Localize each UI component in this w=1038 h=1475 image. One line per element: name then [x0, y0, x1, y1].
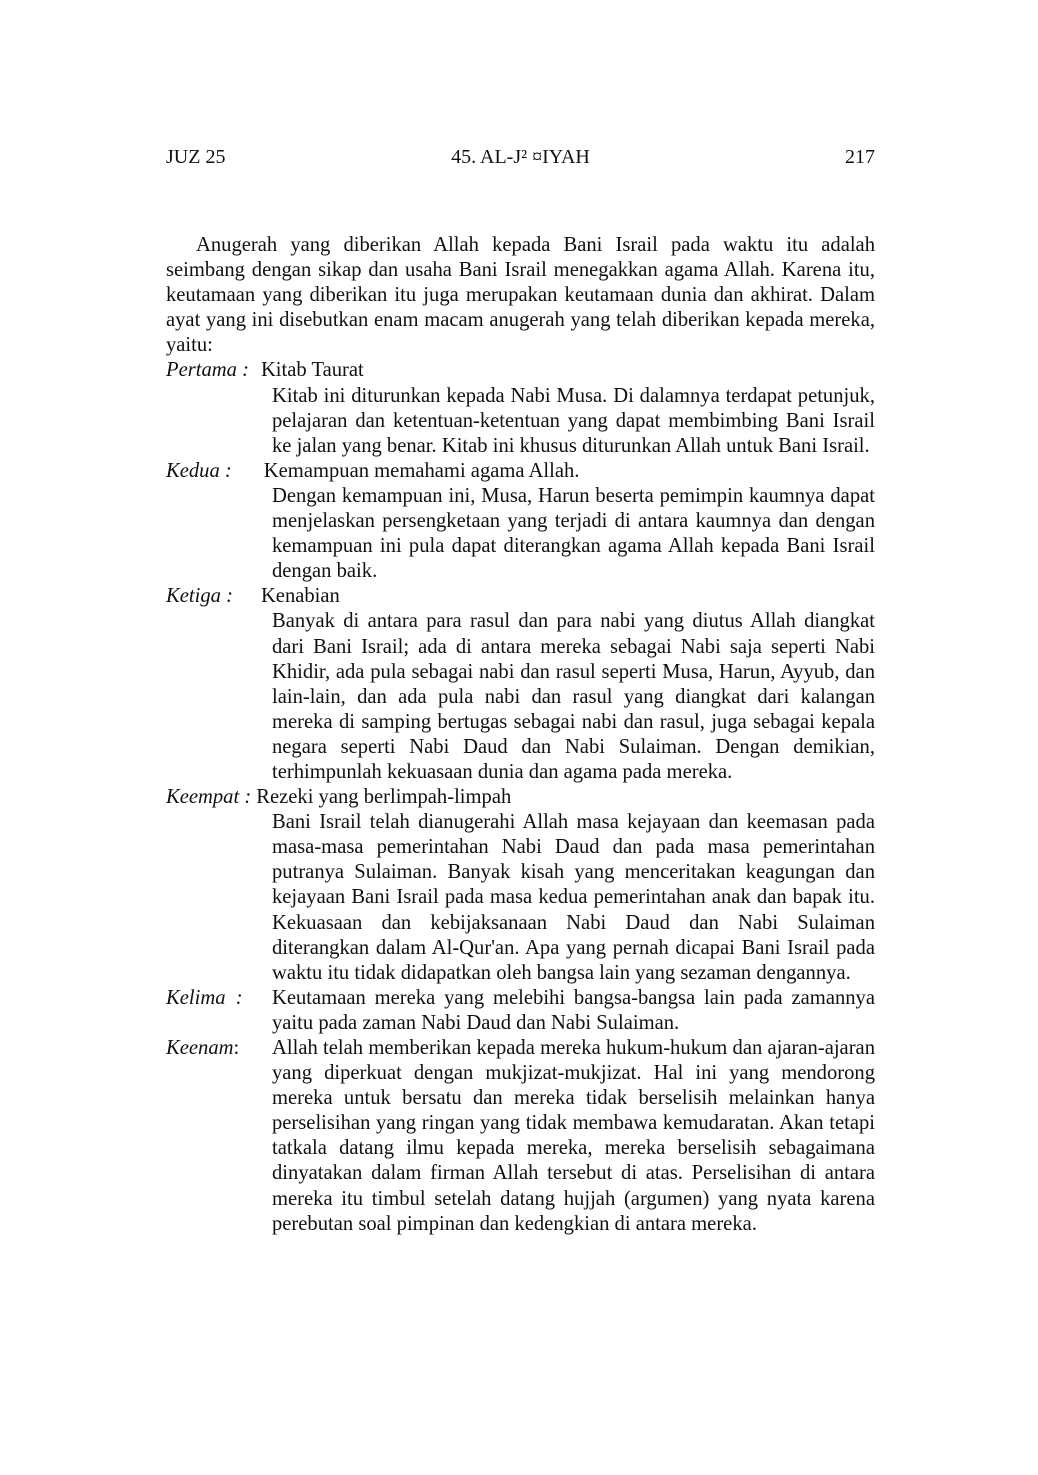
item-separator: :	[236, 359, 249, 382]
item-title: Kitab Taurat	[260, 359, 364, 382]
item-label: Ketiga	[166, 585, 221, 608]
item-label: Keempat	[166, 786, 240, 809]
item-heading	[166, 358, 875, 383]
item-heading	[166, 1036, 272, 1237]
item-description: Allah telah memberikan kepada mereka hukum-hukum dan ajaran-ajaran yang diperkuat dengan mukjizat-mukjizat. Hal ini yang mendorong mereka untuk bersatu dan mereka tidak berselisih melainkan hanya perselisihan yang ringan yang tidak membawa kemudaratan. Akan tetapi tatkala datang ilmu kepada mereka, mereka berselisih sebagaimana dinyatakan dalam firman Allah tersebut di atas. Perselisihan di antara mereka itu timbul setelah datang hujjah (argumen) yang nyata karena perebutan soal pimpinan dan kedengkian di antara mereka.	[272, 1037, 875, 1235]
juz-label: JUZ 25	[166, 146, 226, 168]
item-separator: :	[233, 1037, 240, 1059]
item-separator: :	[239, 786, 252, 809]
item-separator: :	[219, 459, 232, 482]
item-label: Pertama	[166, 359, 237, 382]
item-title: Kemampuan memahami agama Allah.	[263, 459, 580, 482]
item-heading	[166, 584, 875, 609]
item-heading	[166, 785, 875, 810]
item-heading	[166, 459, 875, 484]
page-header	[166, 146, 875, 176]
item-separator: :	[225, 986, 243, 1009]
item-pertama	[166, 358, 875, 458]
item-description: Dengan kemampuan ini, Musa, Harun beserta pemimpin kaumnya dapat menjelaskan persengketaan yang terjadi di antara kaumnya dan dengan kemampuan ini pula dapat diterangkan agama Allah kepada Bani Israil dengan baik.	[272, 484, 875, 583]
item-kedua	[166, 459, 875, 584]
item-label: Keenam	[166, 1037, 234, 1059]
intro-paragraph: Anugerah yang diberikan Allah kepada Bani Israil pada waktu itu adalah seimbang dengan sikap dan usaha Bani Israil menegakkan agama Allah. Karena itu, keutamaan yang diberikan itu juga merupakan keutamaan dunia dan akhirat. Dalam ayat yang ini disebutkan enam macam anugerah yang telah diberikan kepada mereka, yaitu:	[166, 234, 875, 357]
item-separator: :	[220, 585, 233, 608]
item-kelima	[166, 986, 875, 1036]
body-text	[166, 233, 875, 1237]
item-label: Kelima	[166, 986, 226, 1009]
item-title: Rezeki yang berlimpah-limpah	[256, 786, 512, 809]
item-ketiga	[166, 584, 875, 785]
page-number: 217	[845, 146, 875, 168]
item-heading	[166, 986, 272, 1036]
item-description: Kitab ini diturunkan kepada Nabi Musa. Di dalamnya terdapat petunjuk, pelajaran dan ketentuan-ketentuan yang dapat membimbing Bani Israil ke jalan yang benar. Kitab ini khusus diturunkan Allah untuk Bani Israil.	[272, 384, 875, 457]
item-keempat	[166, 785, 875, 986]
surah-title: 45. AL-J² ¤IYAH	[451, 146, 590, 168]
item-description: Banyak di antara para rasul dan para nabi yang diutus Allah diangkat dari Bani Israil; ada di antara mereka sebagai Nabi saja seperti Nabi Khidir, ada pula sebagai nabi dan rasul seperti Musa, Harun, Ayyub, dan lain-lain, dan ada pula nabi dan rasul yang diangkat dari kalangan mereka di samping bertugas sebagai nabi dan rasul, juga sebagai kepala negara seperti Nabi Daud dan Nabi Sulaiman. Dengan demikian, terhimpunlah kekuasaan dunia dan agama pada mereka.	[272, 610, 875, 783]
item-description: Bani Israil telah dianugerahi Allah masa kejayaan dan keemasan pada masa-masa pemerintahan Nabi Daud dan pada masa pemerintahan putranya Sulaiman. Banyak kisah yang menceritakan keagungan dan kejayaan Bani Israil pada masa kedua pemerintahan anak dan bapak itu. Kekuasaan dan kebijaksanaan Nabi Daud dan Nabi Sulaiman diterangkan dalam Al-Qur'an. Apa yang pernah dicapai Bani Israil pada waktu itu tidak didapatkan oleh bangsa lain yang sezaman dengannya.	[272, 811, 875, 984]
item-keenam	[166, 1036, 875, 1237]
item-title: Kenabian	[260, 585, 340, 608]
item-description: Keutamaan mereka yang melebihi bangsa-bangsa lain pada zamannya yaitu pada zaman Nabi Daud dan Nabi Sulaiman.	[272, 986, 875, 1034]
item-label: Kedua	[166, 459, 220, 482]
